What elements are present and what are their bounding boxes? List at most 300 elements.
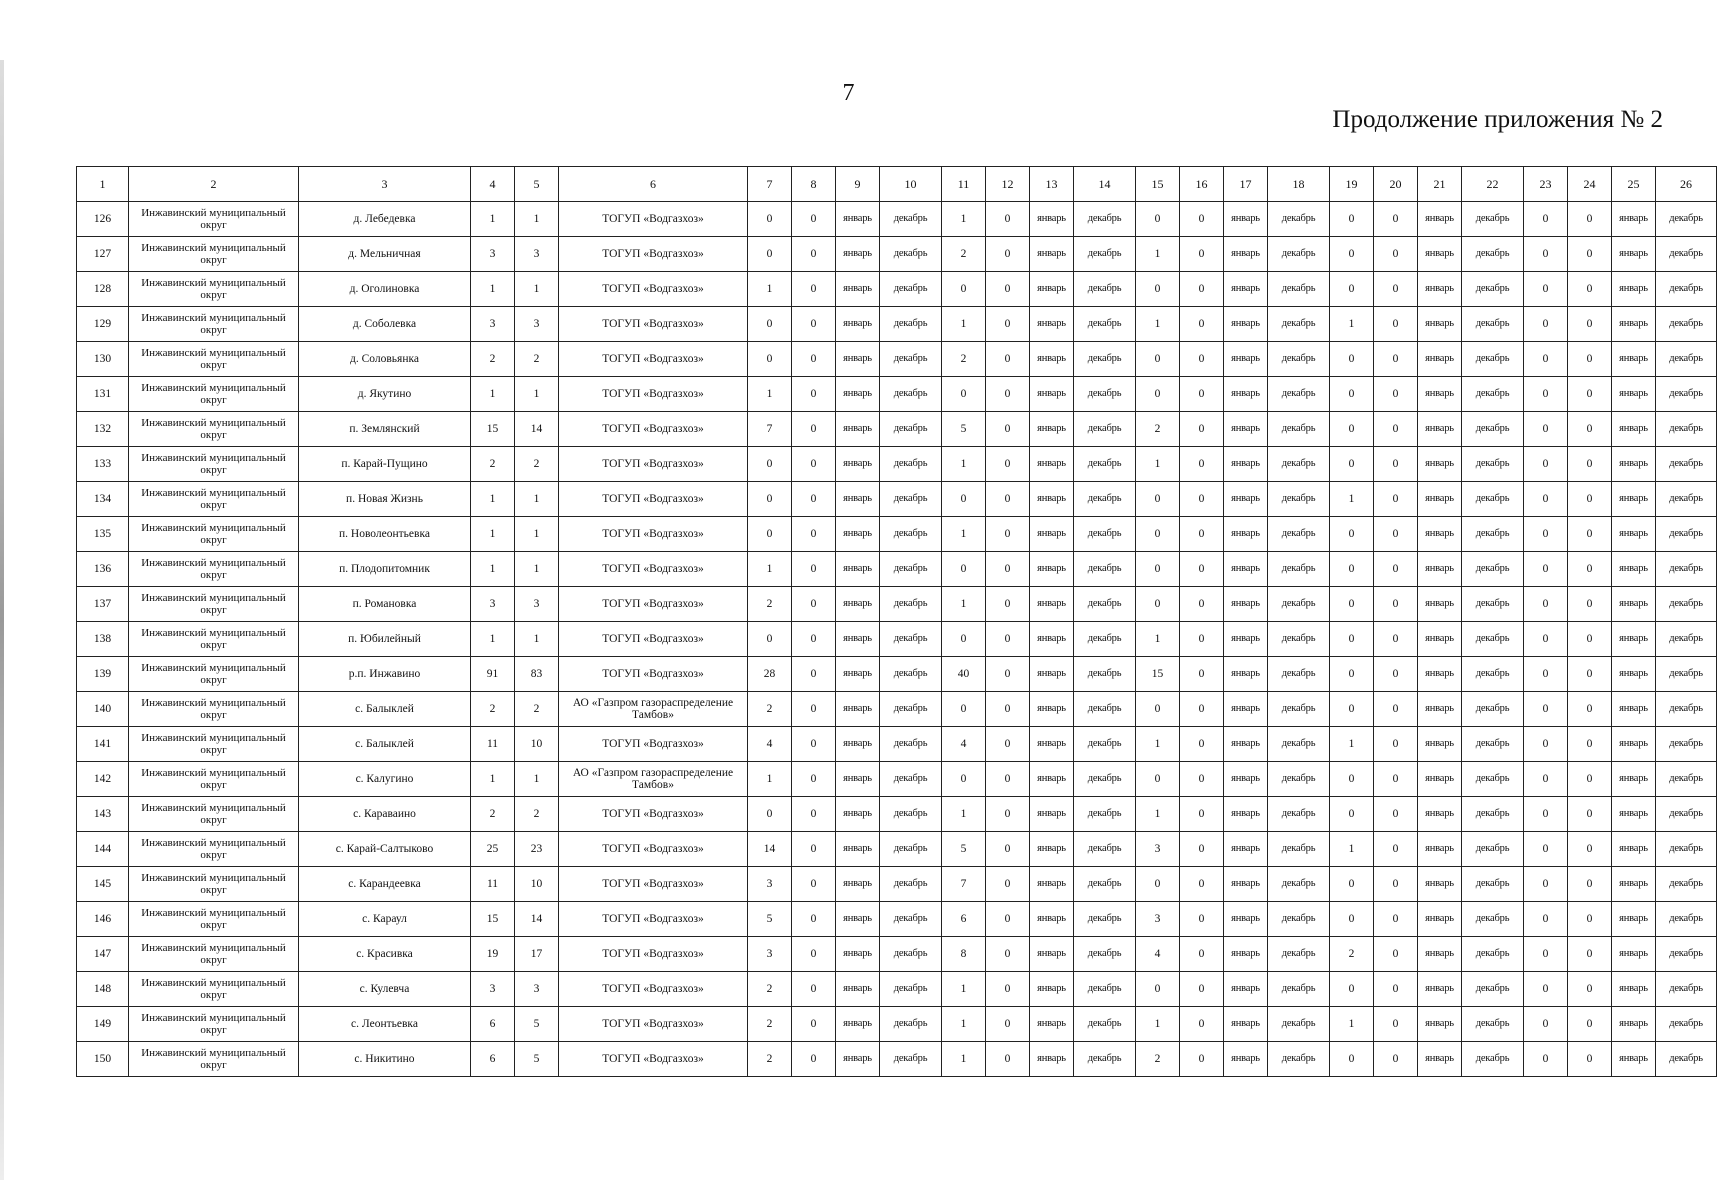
table-cell: декабрь: [880, 797, 942, 832]
table-cell: 0: [1568, 412, 1612, 447]
column-header: 15: [1136, 167, 1180, 202]
table-cell: 0: [1524, 202, 1568, 237]
table-cell: 8: [942, 937, 986, 972]
table-cell: январь: [1418, 517, 1462, 552]
table-cell: 5: [942, 412, 986, 447]
table-cell: декабрь: [1656, 972, 1717, 1007]
column-header: 18: [1268, 167, 1330, 202]
table-cell: 0: [1374, 447, 1418, 482]
table-cell: 0: [986, 202, 1030, 237]
table-cell: 3: [748, 937, 792, 972]
table-cell: 1: [1330, 1007, 1374, 1042]
table-cell: 5: [942, 832, 986, 867]
table-cell: 0: [1568, 552, 1612, 587]
table-cell: декабрь: [1462, 867, 1524, 902]
table-cell: декабрь: [1462, 622, 1524, 657]
table-row: [77, 587, 1717, 622]
table-cell: 0: [748, 482, 792, 517]
table-cell: декабрь: [1462, 692, 1524, 727]
table-cell: 1: [942, 587, 986, 622]
table-cell: январь: [1612, 797, 1656, 832]
table-cell: декабрь: [1074, 622, 1136, 657]
table-cell: 0: [1568, 902, 1612, 937]
table-cell: 0: [942, 692, 986, 727]
table-cell: 0: [986, 482, 1030, 517]
table-cell: 137: [77, 587, 129, 622]
table-cell: январь: [1030, 552, 1074, 587]
table-cell: декабрь: [1656, 482, 1717, 517]
table-row: [77, 832, 1717, 867]
table-cell: Инжавинский муниципальный округ: [129, 692, 299, 727]
table-cell: ТОГУП «Водгазхоз»: [559, 1007, 748, 1042]
table-cell: декабрь: [1656, 727, 1717, 762]
table-row: [77, 972, 1717, 1007]
table-row: [77, 237, 1717, 272]
table-cell: 0: [1330, 412, 1374, 447]
table-cell: декабрь: [1656, 762, 1717, 797]
table-cell: 0: [986, 272, 1030, 307]
table-cell: 0: [1374, 727, 1418, 762]
table-cell: 0: [1330, 762, 1374, 797]
table-cell: декабрь: [1656, 377, 1717, 412]
table-cell: 0: [986, 657, 1030, 692]
table-cell: 0: [1374, 517, 1418, 552]
table-cell: декабрь: [1074, 1042, 1136, 1077]
table-cell: 0: [1568, 447, 1612, 482]
table-cell: декабрь: [880, 587, 942, 622]
table-cell: 145: [77, 867, 129, 902]
table-cell: 0: [1524, 867, 1568, 902]
table-cell: 0: [792, 622, 836, 657]
table-cell: 0: [1180, 972, 1224, 1007]
table-cell: Инжавинский муниципальный округ: [129, 797, 299, 832]
table-cell: январь: [1612, 587, 1656, 622]
table-cell: 0: [986, 552, 1030, 587]
table-cell: с. Балыклей: [299, 692, 471, 727]
table-cell: декабрь: [1074, 342, 1136, 377]
table-cell: декабрь: [1074, 377, 1136, 412]
table-cell: январь: [1030, 377, 1074, 412]
table-cell: декабрь: [880, 657, 942, 692]
table-cell: 146: [77, 902, 129, 937]
table-cell: 0: [748, 202, 792, 237]
column-header: 24: [1568, 167, 1612, 202]
table-cell: 147: [77, 937, 129, 972]
table-cell: 0: [1330, 587, 1374, 622]
scan-edge: [0, 60, 4, 1180]
table-cell: декабрь: [1268, 972, 1330, 1007]
table-cell: 0: [1330, 272, 1374, 307]
table-cell: январь: [1418, 657, 1462, 692]
table-cell: 0: [792, 1007, 836, 1042]
table-cell: январь: [1030, 202, 1074, 237]
table-cell: 3: [1136, 902, 1180, 937]
table-cell: 1: [471, 622, 515, 657]
table-cell: 2: [1136, 412, 1180, 447]
table-cell: январь: [1030, 867, 1074, 902]
table-cell: январь: [1418, 412, 1462, 447]
column-header: 2: [129, 167, 299, 202]
table-cell: 5: [515, 1007, 559, 1042]
table-cell: 0: [748, 517, 792, 552]
table-cell: январь: [1612, 412, 1656, 447]
table-cell: январь: [836, 482, 880, 517]
table-cell: декабрь: [1656, 552, 1717, 587]
table-cell: 0: [792, 1042, 836, 1077]
table-cell: 6: [942, 902, 986, 937]
table-cell: январь: [836, 307, 880, 342]
table-cell: январь: [1030, 762, 1074, 797]
table-cell: декабрь: [1074, 202, 1136, 237]
table-cell: декабрь: [880, 692, 942, 727]
table-cell: с. Красивка: [299, 937, 471, 972]
table-cell: 2: [515, 447, 559, 482]
table-cell: 0: [1180, 692, 1224, 727]
table-cell: январь: [1030, 272, 1074, 307]
table-cell: январь: [1224, 972, 1268, 1007]
table-cell: декабрь: [1462, 307, 1524, 342]
table-cell: 1: [471, 202, 515, 237]
column-header: 9: [836, 167, 880, 202]
column-header: 6: [559, 167, 748, 202]
column-header: 4: [471, 167, 515, 202]
table-cell: 0: [1180, 797, 1224, 832]
table-cell: 0: [1374, 552, 1418, 587]
table-cell: 5: [748, 902, 792, 937]
table-cell: 2: [515, 342, 559, 377]
table-cell: 0: [1180, 1007, 1224, 1042]
table-cell: 0: [1136, 202, 1180, 237]
table-cell: 126: [77, 202, 129, 237]
table-row: [77, 482, 1717, 517]
table-cell: 0: [748, 237, 792, 272]
table-cell: декабрь: [1462, 412, 1524, 447]
table-cell: 129: [77, 307, 129, 342]
table-cell: декабрь: [1656, 657, 1717, 692]
table-cell: январь: [1030, 1042, 1074, 1077]
table-cell: 0: [1374, 202, 1418, 237]
table-cell: январь: [836, 727, 880, 762]
table-cell: 3: [471, 972, 515, 1007]
table-cell: 3: [515, 972, 559, 1007]
column-header: 17: [1224, 167, 1268, 202]
table-cell: п. Плодопитомник: [299, 552, 471, 587]
table-cell: декабрь: [1462, 937, 1524, 972]
table-cell: январь: [836, 867, 880, 902]
table-cell: декабрь: [1074, 307, 1136, 342]
table-cell: 7: [942, 867, 986, 902]
table-cell: 6: [471, 1042, 515, 1077]
table-cell: п. Романовка: [299, 587, 471, 622]
table-cell: 149: [77, 1007, 129, 1042]
table-cell: 0: [1568, 272, 1612, 307]
table-cell: декабрь: [1656, 622, 1717, 657]
table-cell: январь: [1612, 342, 1656, 377]
table-cell: Инжавинский муниципальный округ: [129, 1042, 299, 1077]
table-cell: 1: [942, 307, 986, 342]
table-cell: 0: [792, 587, 836, 622]
table-cell: декабрь: [1268, 587, 1330, 622]
table-cell: 0: [986, 937, 1030, 972]
table-cell: 0: [986, 972, 1030, 1007]
table-cell: январь: [836, 237, 880, 272]
table-cell: 0: [986, 1007, 1030, 1042]
table-cell: Инжавинский муниципальный округ: [129, 307, 299, 342]
table-row: [77, 727, 1717, 762]
table-cell: 0: [1374, 377, 1418, 412]
table-cell: 0: [986, 902, 1030, 937]
table-row: [77, 1007, 1717, 1042]
table-cell: 0: [986, 342, 1030, 377]
table-cell: декабрь: [1268, 762, 1330, 797]
table-cell: декабрь: [1074, 832, 1136, 867]
table-cell: январь: [836, 1007, 880, 1042]
table-cell: 0: [1568, 622, 1612, 657]
table-cell: п. Юбилейный: [299, 622, 471, 657]
table-cell: январь: [1224, 937, 1268, 972]
table-row: [77, 377, 1717, 412]
table-cell: 0: [942, 552, 986, 587]
table-cell: декабрь: [1268, 412, 1330, 447]
table-cell: январь: [1612, 727, 1656, 762]
table-cell: 136: [77, 552, 129, 587]
table-cell: 19: [471, 937, 515, 972]
table-cell: 1: [471, 552, 515, 587]
table-cell: декабрь: [1074, 902, 1136, 937]
table-cell: декабрь: [1268, 797, 1330, 832]
table-cell: январь: [1224, 517, 1268, 552]
table-cell: 0: [942, 377, 986, 412]
table-cell: ТОГУП «Водгазхоз»: [559, 1042, 748, 1077]
table-cell: 1: [515, 517, 559, 552]
table-cell: 0: [986, 622, 1030, 657]
table-cell: декабрь: [1462, 237, 1524, 272]
table-cell: январь: [1612, 237, 1656, 272]
table-cell: д. Соловьянка: [299, 342, 471, 377]
table-cell: п. Новая Жизнь: [299, 482, 471, 517]
table-cell: январь: [1030, 482, 1074, 517]
table-cell: 0: [1330, 692, 1374, 727]
table-cell: 0: [792, 902, 836, 937]
table-cell: 2: [471, 447, 515, 482]
table-cell: декабрь: [880, 1007, 942, 1042]
column-header: 11: [942, 167, 986, 202]
table-cell: 1: [942, 972, 986, 1007]
table-cell: 10: [515, 867, 559, 902]
table-cell: д. Оголиновка: [299, 272, 471, 307]
table-cell: январь: [1612, 307, 1656, 342]
table-cell: 0: [1180, 307, 1224, 342]
table-cell: январь: [1418, 797, 1462, 832]
table-cell: 1: [942, 1007, 986, 1042]
table-cell: декабрь: [1268, 202, 1330, 237]
table-cell: 0: [986, 797, 1030, 832]
table-row: [77, 272, 1717, 307]
table-cell: 0: [1180, 342, 1224, 377]
table-cell: январь: [1030, 447, 1074, 482]
table-cell: Инжавинский муниципальный округ: [129, 237, 299, 272]
column-header: 14: [1074, 167, 1136, 202]
table-cell: 1: [515, 202, 559, 237]
table-cell: 0: [1330, 622, 1374, 657]
table-cell: декабрь: [1074, 587, 1136, 622]
table-cell: январь: [1612, 692, 1656, 727]
table-cell: 0: [986, 1042, 1030, 1077]
table-cell: 0: [1180, 937, 1224, 972]
table-cell: Инжавинский муниципальный округ: [129, 867, 299, 902]
table-cell: 0: [986, 692, 1030, 727]
table-cell: 0: [1180, 412, 1224, 447]
table-cell: январь: [1030, 727, 1074, 762]
table-row: [77, 692, 1717, 727]
table-cell: декабрь: [1268, 867, 1330, 902]
table-cell: 0: [792, 797, 836, 832]
table-cell: декабрь: [1462, 797, 1524, 832]
table-cell: 1: [1330, 482, 1374, 517]
table-cell: декабрь: [1074, 272, 1136, 307]
table-cell: декабрь: [1462, 762, 1524, 797]
table-cell: январь: [1224, 482, 1268, 517]
table-cell: 7: [748, 412, 792, 447]
table-cell: 0: [942, 482, 986, 517]
table-cell: декабрь: [1462, 832, 1524, 867]
table-cell: 140: [77, 692, 129, 727]
table-cell: декабрь: [880, 902, 942, 937]
table-cell: декабрь: [1656, 902, 1717, 937]
table-cell: д. Лебедевка: [299, 202, 471, 237]
table-cell: с. Леонтьевка: [299, 1007, 471, 1042]
table-cell: декабрь: [1462, 342, 1524, 377]
table-cell: 0: [792, 832, 836, 867]
table-cell: 0: [792, 937, 836, 972]
table-cell: 1: [515, 272, 559, 307]
table-cell: 0: [748, 447, 792, 482]
table-cell: 0: [1330, 552, 1374, 587]
table-cell: январь: [1612, 272, 1656, 307]
table-cell: 0: [1374, 412, 1418, 447]
table-cell: декабрь: [1656, 832, 1717, 867]
table-cell: январь: [1418, 552, 1462, 587]
table-cell: 0: [1568, 377, 1612, 412]
table-cell: 0: [1524, 272, 1568, 307]
table-cell: 0: [1136, 867, 1180, 902]
table-cell: 3: [471, 307, 515, 342]
table-cell: 40: [942, 657, 986, 692]
table-cell: декабрь: [1268, 832, 1330, 867]
table-cell: январь: [836, 272, 880, 307]
table-cell: ТОГУП «Водгазхоз»: [559, 307, 748, 342]
table-row: [77, 202, 1717, 237]
table-cell: январь: [1418, 832, 1462, 867]
table-row: [77, 1042, 1717, 1077]
table-cell: 0: [986, 237, 1030, 272]
table-cell: 0: [1136, 517, 1180, 552]
table-cell: 1: [942, 797, 986, 832]
table-cell: с. Кулевча: [299, 972, 471, 1007]
table-cell: 0: [1374, 902, 1418, 937]
table-cell: 2: [748, 692, 792, 727]
table-row: [77, 342, 1717, 377]
table-cell: 1: [471, 272, 515, 307]
table-cell: декабрь: [880, 727, 942, 762]
table-cell: январь: [836, 1042, 880, 1077]
table-cell: 0: [1568, 832, 1612, 867]
table-body: [77, 167, 1717, 1077]
table-cell: январь: [1224, 342, 1268, 377]
table-cell: ТОГУП «Водгазхоз»: [559, 237, 748, 272]
table-cell: январь: [1418, 902, 1462, 937]
table-cell: 3: [515, 237, 559, 272]
table-cell: 91: [471, 657, 515, 692]
table-cell: 0: [1374, 692, 1418, 727]
table-cell: 1: [942, 447, 986, 482]
table-cell: АО «Газпром газораспределение Тамбов»: [559, 762, 748, 797]
table-cell: январь: [1030, 657, 1074, 692]
table-cell: 2: [515, 797, 559, 832]
table-cell: 0: [1180, 657, 1224, 692]
table-cell: 1: [1330, 832, 1374, 867]
column-header: 25: [1612, 167, 1656, 202]
table-cell: декабрь: [1268, 307, 1330, 342]
table-cell: 2: [748, 1007, 792, 1042]
table-cell: январь: [1224, 692, 1268, 727]
column-header: 1: [77, 167, 129, 202]
table-cell: Инжавинский муниципальный округ: [129, 937, 299, 972]
table-cell: 0: [986, 307, 1030, 342]
table-cell: 0: [1568, 237, 1612, 272]
table-row: [77, 797, 1717, 832]
table-cell: декабрь: [1074, 237, 1136, 272]
table-cell: декабрь: [1074, 937, 1136, 972]
table-cell: 4: [1136, 937, 1180, 972]
table-cell: январь: [1030, 342, 1074, 377]
table-cell: 0: [1330, 342, 1374, 377]
table-cell: 17: [515, 937, 559, 972]
table-cell: 0: [1568, 307, 1612, 342]
table-cell: 0: [1524, 797, 1568, 832]
table-cell: январь: [1224, 587, 1268, 622]
table-cell: декабрь: [1462, 272, 1524, 307]
table-cell: 0: [1524, 657, 1568, 692]
table-cell: 1: [1136, 447, 1180, 482]
table-cell: 0: [1180, 832, 1224, 867]
table-cell: 130: [77, 342, 129, 377]
table-cell: 4: [748, 727, 792, 762]
table-cell: январь: [1418, 1007, 1462, 1042]
table-cell: 0: [1568, 762, 1612, 797]
table-cell: 1: [748, 272, 792, 307]
table-cell: Инжавинский муниципальный округ: [129, 1007, 299, 1042]
table-cell: январь: [836, 517, 880, 552]
table-cell: декабрь: [1074, 482, 1136, 517]
table-cell: Инжавинский муниципальный округ: [129, 727, 299, 762]
page-number: 7: [842, 80, 855, 106]
table-cell: Инжавинский муниципальный округ: [129, 202, 299, 237]
table-cell: 128: [77, 272, 129, 307]
table-cell: 1: [1136, 622, 1180, 657]
table-cell: январь: [1030, 237, 1074, 272]
table-cell: декабрь: [880, 272, 942, 307]
table-cell: январь: [1224, 377, 1268, 412]
table-cell: 1: [942, 202, 986, 237]
table-cell: 0: [1568, 797, 1612, 832]
table-cell: с. Балыклей: [299, 727, 471, 762]
table-cell: декабрь: [1268, 482, 1330, 517]
table-cell: 0: [1374, 342, 1418, 377]
table-cell: декабрь: [880, 1042, 942, 1077]
table-cell: 150: [77, 1042, 129, 1077]
table-cell: январь: [1030, 692, 1074, 727]
